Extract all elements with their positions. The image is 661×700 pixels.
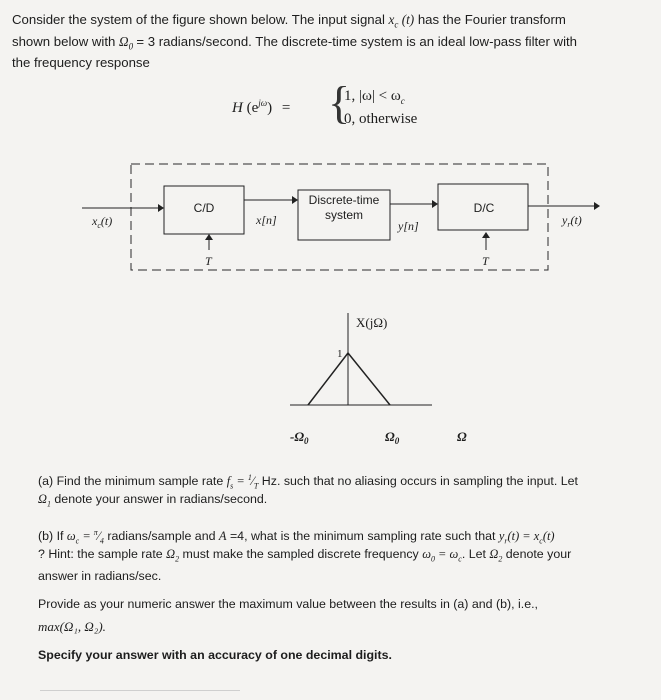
dt-label-1: Discrete-time — [308, 193, 380, 207]
omega0-symbol: $\Omega_0$ — [119, 34, 134, 52]
part-b-start: (b) If — [38, 529, 67, 544]
provide-line-2: max(Ω₁, Ω₂). — [38, 619, 106, 634]
omega1-symbol: $\Omega_1$ — [38, 492, 51, 509]
specify-line: Specify your answer with an accuracy of one decimal digits. — [38, 648, 392, 662]
case-2: 0, otherwise — [344, 111, 418, 127]
intro-line-1-arg: (t) — [401, 12, 415, 27]
omega2-symbol-2: $\Omega_2$ — [489, 547, 503, 564]
omega-c-formula: $\omega_c$ = $^\pi⁄_4$ — [66, 528, 104, 546]
part-b-hint-let: . Let — [461, 547, 490, 561]
part-a-line-2 — [38, 489, 267, 514]
case-1 — [344, 88, 405, 106]
spectrum-plot — [0, 305, 661, 455]
part-a-line-2-text: denote your answer in radians/second. — [50, 492, 268, 506]
output-label: $y_r(t)$ — [562, 213, 582, 229]
equals-sign: = — [281, 100, 291, 116]
part-b-mid: radians/sample and — [103, 529, 219, 544]
part-a-start: (a) Find the minimum sample rate — [38, 474, 227, 489]
block-diagram — [0, 150, 661, 290]
dc-label: D/C — [473, 201, 495, 215]
h-arg-sup: jω — [258, 98, 268, 108]
yr-equals-xc: $y_r(t) = x_c(t)$ — [498, 529, 555, 546]
a-symbol: A — [218, 529, 227, 544]
bottom-divider — [40, 690, 240, 691]
part-a-end: Hz. such that no aliasing occurs in sampling the input. Let — [258, 474, 578, 489]
case-1-sub: c — [400, 96, 405, 106]
h-arg-close: ) — [267, 100, 273, 116]
brace-icon: { — [328, 77, 351, 128]
intro-line-1-start: Consider the system of the figure shown below. The input signal — [12, 12, 389, 27]
omega2-symbol: $\Omega_2$ — [166, 547, 180, 564]
provide-line-1: Provide as your numeric answer the maximum value between the results in (a) and (b), i.e., — [38, 597, 538, 611]
omega-axis-label: Ω — [457, 429, 467, 444]
neg-omega0-label: $-\Omega_0$ — [290, 429, 309, 446]
output-arrow-icon — [594, 202, 600, 210]
part-b-line-3: answer in radians/sec. — [38, 569, 162, 583]
xn-label: x[n] — [256, 213, 277, 227]
t-left-arrow-icon — [205, 234, 213, 240]
dt-label-2: system — [324, 208, 364, 222]
peak-label: 1 — [337, 348, 343, 360]
h-arg: (e — [246, 100, 259, 116]
triangle-spectrum — [308, 353, 390, 405]
yn-label: y[n] — [398, 219, 419, 233]
part-b-mid-2: =4, what is the minimum sampling rate such that — [226, 529, 499, 544]
intro-line-1-end: has the Fourier transform — [414, 12, 566, 27]
cd-label: C/D — [193, 201, 215, 215]
intro-line-2-end: = 3 radians/second. The discrete-time system is an ideal low-pass filter with — [136, 34, 578, 49]
pos-omega0-label: $\Omega_0$ — [385, 429, 400, 446]
freq-response-lhs — [232, 98, 290, 117]
intro-line-2-start: shown below with — [12, 34, 120, 49]
t-right-arrow-icon — [482, 232, 490, 238]
part-b-hint-start: ? Hint: the sample rate — [38, 547, 167, 561]
input-arrow-icon — [158, 204, 164, 212]
intro-line-3: the frequency response — [12, 55, 150, 70]
t-left-label: T — [205, 254, 212, 268]
omega0-equals-omegac: $\omega_0 = \omega_c$ — [422, 547, 462, 564]
xc-symbol: $x_c$ — [388, 12, 399, 30]
spectrum-ylabel: X(jΩ) — [356, 315, 388, 330]
h-symbol: H — [232, 100, 243, 116]
part-b-hint-end: denote your — [502, 547, 572, 561]
input-label: $x_c(t)$ — [92, 214, 113, 230]
t-right-label: T — [482, 254, 489, 268]
yn-arrow-icon — [432, 200, 438, 208]
fs-formula: $f_s$ = $^1⁄_T$ — [226, 473, 259, 491]
xn-arrow-icon — [292, 196, 298, 204]
case-1-text: 1, |ω| < ω — [344, 88, 401, 104]
part-b-hint-mid: must make the sampled discrete frequency — [179, 547, 423, 561]
